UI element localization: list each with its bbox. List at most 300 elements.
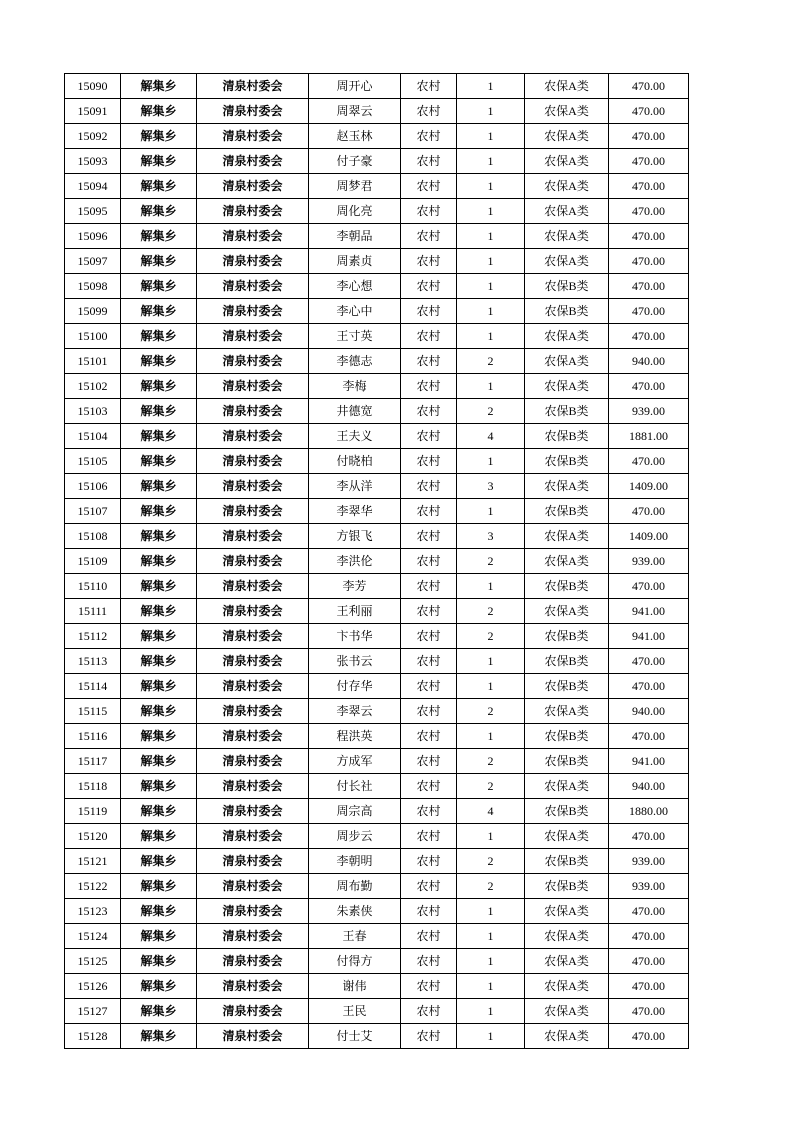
cell-category: 农保A类 [525,599,609,624]
cell-amount: 940.00 [609,774,689,799]
cell-category: 农保A类 [525,474,609,499]
cell-residence: 农村 [401,924,457,949]
cell-township: 解集乡 [121,899,197,924]
cell-id: 15125 [65,949,121,974]
table-row [65,324,689,349]
cell-id: 15099 [65,299,121,324]
cell-residence: 农村 [401,349,457,374]
cell-name: 王寸英 [309,324,401,349]
cell-count: 1 [457,1024,525,1049]
cell-amount: 939.00 [609,874,689,899]
cell-township: 解集乡 [121,974,197,999]
cell-category: 农保A类 [525,149,609,174]
cell-amount: 470.00 [609,649,689,674]
cell-count: 1 [457,674,525,699]
cell-category: 农保A类 [525,324,609,349]
cell-residence: 农村 [401,424,457,449]
cell-id: 15103 [65,399,121,424]
cell-count: 1 [457,74,525,99]
cell-category: 农保B类 [525,849,609,874]
cell-count: 1 [457,924,525,949]
table-row [65,724,689,749]
cell-village: 清泉村委会 [197,199,309,224]
cell-residence: 农村 [401,74,457,99]
cell-category: 农保A类 [525,699,609,724]
cell-village: 清泉村委会 [197,849,309,874]
cell-residence: 农村 [401,149,457,174]
table-row [65,424,689,449]
table-row [65,824,689,849]
cell-count: 2 [457,749,525,774]
cell-amount: 470.00 [609,99,689,124]
cell-name: 李从洋 [309,474,401,499]
cell-township: 解集乡 [121,874,197,899]
cell-village: 清泉村委会 [197,774,309,799]
table-row [65,749,689,774]
cell-amount: 941.00 [609,624,689,649]
cell-amount: 1409.00 [609,474,689,499]
cell-amount: 470.00 [609,74,689,99]
cell-amount: 939.00 [609,549,689,574]
cell-id: 15114 [65,674,121,699]
cell-name: 周开心 [309,74,401,99]
cell-count: 2 [457,874,525,899]
cell-residence: 农村 [401,724,457,749]
cell-id: 15101 [65,349,121,374]
cell-id: 15094 [65,174,121,199]
cell-amount: 470.00 [609,574,689,599]
cell-id: 15092 [65,124,121,149]
cell-amount: 470.00 [609,899,689,924]
cell-category: 农保A类 [525,174,609,199]
cell-count: 1 [457,949,525,974]
cell-id: 15126 [65,974,121,999]
cell-residence: 农村 [401,849,457,874]
cell-village: 清泉村委会 [197,499,309,524]
cell-id: 15123 [65,899,121,924]
cell-residence: 农村 [401,874,457,899]
table-row [65,199,689,224]
benefits-table [64,73,689,1049]
cell-id: 15117 [65,749,121,774]
cell-township: 解集乡 [121,149,197,174]
cell-village: 清泉村委会 [197,949,309,974]
cell-category: 农保A类 [525,974,609,999]
cell-residence: 农村 [401,549,457,574]
cell-residence: 农村 [401,324,457,349]
cell-name: 张书云 [309,649,401,674]
cell-category: 农保A类 [525,349,609,374]
cell-village: 清泉村委会 [197,799,309,824]
cell-village: 清泉村委会 [197,424,309,449]
cell-category: 农保B类 [525,449,609,474]
cell-residence: 农村 [401,899,457,924]
cell-village: 清泉村委会 [197,674,309,699]
cell-village: 清泉村委会 [197,899,309,924]
cell-township: 解集乡 [121,199,197,224]
cell-id: 15127 [65,999,121,1024]
cell-count: 1 [457,824,525,849]
cell-residence: 农村 [401,249,457,274]
cell-name: 付晓柏 [309,449,401,474]
cell-id: 15121 [65,849,121,874]
cell-category: 农保B类 [525,624,609,649]
cell-village: 清泉村委会 [197,449,309,474]
cell-residence: 农村 [401,174,457,199]
cell-name: 周翠云 [309,99,401,124]
table-row [65,299,689,324]
table-row [65,799,689,824]
cell-count: 4 [457,799,525,824]
cell-name: 周素贞 [309,249,401,274]
cell-count: 2 [457,399,525,424]
cell-name: 李翠华 [309,499,401,524]
cell-village: 清泉村委会 [197,124,309,149]
table-row [65,499,689,524]
cell-name: 周宗高 [309,799,401,824]
cell-count: 2 [457,624,525,649]
cell-count: 1 [457,449,525,474]
cell-township: 解集乡 [121,474,197,499]
cell-township: 解集乡 [121,224,197,249]
cell-amount: 470.00 [609,949,689,974]
cell-category: 农保B类 [525,299,609,324]
cell-id: 15093 [65,149,121,174]
cell-id: 15120 [65,824,121,849]
cell-village: 清泉村委会 [197,824,309,849]
cell-village: 清泉村委会 [197,699,309,724]
cell-count: 1 [457,174,525,199]
cell-category: 农保A类 [525,549,609,574]
cell-category: 农保B类 [525,724,609,749]
cell-township: 解集乡 [121,799,197,824]
cell-count: 1 [457,99,525,124]
cell-village: 清泉村委会 [197,599,309,624]
cell-count: 2 [457,849,525,874]
cell-residence: 农村 [401,774,457,799]
cell-category: 农保A类 [525,99,609,124]
table-row [65,274,689,299]
cell-amount: 470.00 [609,674,689,699]
cell-village: 清泉村委会 [197,274,309,299]
cell-id: 15110 [65,574,121,599]
cell-count: 1 [457,724,525,749]
cell-township: 解集乡 [121,99,197,124]
cell-village: 清泉村委会 [197,999,309,1024]
cell-name: 付士艾 [309,1024,401,1049]
cell-township: 解集乡 [121,424,197,449]
cell-amount: 470.00 [609,1024,689,1049]
cell-township: 解集乡 [121,924,197,949]
cell-id: 15096 [65,224,121,249]
cell-residence: 农村 [401,949,457,974]
table-row [65,99,689,124]
cell-name: 付得方 [309,949,401,974]
cell-category: 农保A类 [525,949,609,974]
cell-village: 清泉村委会 [197,624,309,649]
cell-name: 李心想 [309,274,401,299]
cell-village: 清泉村委会 [197,174,309,199]
cell-residence: 农村 [401,599,457,624]
cell-name: 李芳 [309,574,401,599]
cell-category: 农保A类 [525,899,609,924]
cell-amount: 1409.00 [609,524,689,549]
cell-category: 农保B类 [525,399,609,424]
cell-township: 解集乡 [121,749,197,774]
cell-amount: 1880.00 [609,799,689,824]
cell-village: 清泉村委会 [197,374,309,399]
cell-category: 农保B类 [525,674,609,699]
cell-count: 1 [457,999,525,1024]
cell-name: 周步云 [309,824,401,849]
cell-village: 清泉村委会 [197,474,309,499]
table-row [65,849,689,874]
cell-residence: 农村 [401,374,457,399]
cell-residence: 农村 [401,624,457,649]
cell-township: 解集乡 [121,1024,197,1049]
cell-village: 清泉村委会 [197,724,309,749]
cell-id: 15098 [65,274,121,299]
cell-amount: 940.00 [609,699,689,724]
cell-residence: 农村 [401,674,457,699]
cell-category: 农保B类 [525,424,609,449]
cell-township: 解集乡 [121,624,197,649]
table-row [65,474,689,499]
cell-residence: 农村 [401,199,457,224]
cell-count: 1 [457,574,525,599]
cell-category: 农保A类 [525,74,609,99]
cell-category: 农保B类 [525,874,609,899]
cell-id: 15090 [65,74,121,99]
cell-township: 解集乡 [121,674,197,699]
cell-village: 清泉村委会 [197,224,309,249]
cell-category: 农保B类 [525,574,609,599]
cell-category: 农保A类 [525,1024,609,1049]
cell-category: 农保B类 [525,649,609,674]
cell-count: 1 [457,974,525,999]
cell-amount: 941.00 [609,599,689,624]
cell-township: 解集乡 [121,274,197,299]
cell-category: 农保B类 [525,274,609,299]
cell-category: 农保A类 [525,774,609,799]
cell-id: 15102 [65,374,121,399]
cell-name: 方成军 [309,749,401,774]
cell-count: 2 [457,699,525,724]
cell-count: 1 [457,124,525,149]
cell-name: 程洪英 [309,724,401,749]
cell-category: 农保A类 [525,124,609,149]
cell-village: 清泉村委会 [197,974,309,999]
cell-village: 清泉村委会 [197,399,309,424]
cell-village: 清泉村委会 [197,749,309,774]
cell-name: 周布勤 [309,874,401,899]
cell-count: 1 [457,224,525,249]
cell-township: 解集乡 [121,849,197,874]
cell-name: 李心中 [309,299,401,324]
table-row [65,874,689,899]
cell-township: 解集乡 [121,574,197,599]
cell-village: 清泉村委会 [197,924,309,949]
cell-id: 15107 [65,499,121,524]
table-row [65,449,689,474]
cell-residence: 农村 [401,224,457,249]
cell-residence: 农村 [401,999,457,1024]
cell-name: 方银飞 [309,524,401,549]
cell-township: 解集乡 [121,74,197,99]
table-row [65,74,689,99]
cell-village: 清泉村委会 [197,349,309,374]
table-row [65,999,689,1024]
cell-amount: 470.00 [609,999,689,1024]
cell-name: 朱素侠 [309,899,401,924]
cell-township: 解集乡 [121,299,197,324]
cell-name: 付子豪 [309,149,401,174]
cell-township: 解集乡 [121,124,197,149]
cell-name: 李朝明 [309,849,401,874]
cell-village: 清泉村委会 [197,874,309,899]
cell-residence: 农村 [401,649,457,674]
cell-count: 2 [457,349,525,374]
cell-residence: 农村 [401,1024,457,1049]
cell-count: 2 [457,599,525,624]
cell-id: 15113 [65,649,121,674]
cell-category: 农保A类 [525,199,609,224]
cell-count: 3 [457,524,525,549]
cell-amount: 470.00 [609,499,689,524]
cell-id: 15091 [65,99,121,124]
cell-township: 解集乡 [121,949,197,974]
cell-township: 解集乡 [121,349,197,374]
cell-id: 15108 [65,524,121,549]
cell-name: 付长社 [309,774,401,799]
cell-amount: 470.00 [609,274,689,299]
cell-village: 清泉村委会 [197,549,309,574]
cell-township: 解集乡 [121,174,197,199]
cell-village: 清泉村委会 [197,149,309,174]
cell-residence: 农村 [401,274,457,299]
table-row [65,374,689,399]
table-row [65,674,689,699]
cell-residence: 农村 [401,449,457,474]
cell-residence: 农村 [401,824,457,849]
cell-count: 1 [457,499,525,524]
cell-township: 解集乡 [121,499,197,524]
cell-amount: 470.00 [609,449,689,474]
cell-count: 1 [457,149,525,174]
table-row [65,149,689,174]
cell-id: 15112 [65,624,121,649]
cell-count: 1 [457,899,525,924]
cell-category: 农保A类 [525,999,609,1024]
cell-township: 解集乡 [121,524,197,549]
table-row [65,174,689,199]
cell-residence: 农村 [401,799,457,824]
cell-amount: 470.00 [609,324,689,349]
cell-category: 农保B类 [525,749,609,774]
cell-village: 清泉村委会 [197,249,309,274]
cell-name: 李洪伦 [309,549,401,574]
cell-id: 15118 [65,774,121,799]
cell-id: 15119 [65,799,121,824]
cell-amount: 470.00 [609,149,689,174]
cell-amount: 470.00 [609,974,689,999]
cell-village: 清泉村委会 [197,99,309,124]
cell-id: 15122 [65,874,121,899]
cell-village: 清泉村委会 [197,74,309,99]
cell-id: 15115 [65,699,121,724]
cell-count: 1 [457,649,525,674]
cell-village: 清泉村委会 [197,649,309,674]
cell-township: 解集乡 [121,374,197,399]
cell-count: 1 [457,324,525,349]
table-row [65,549,689,574]
cell-amount: 470.00 [609,924,689,949]
cell-amount: 941.00 [609,749,689,774]
cell-id: 15100 [65,324,121,349]
cell-amount: 470.00 [609,224,689,249]
cell-id: 15124 [65,924,121,949]
cell-residence: 农村 [401,974,457,999]
cell-name: 井德宽 [309,399,401,424]
table-row [65,524,689,549]
cell-count: 4 [457,424,525,449]
cell-residence: 农村 [401,574,457,599]
cell-name: 卞书华 [309,624,401,649]
cell-township: 解集乡 [121,774,197,799]
table-row [65,699,689,724]
cell-id: 15097 [65,249,121,274]
cell-category: 农保A类 [525,374,609,399]
cell-count: 2 [457,549,525,574]
table-row [65,649,689,674]
cell-amount: 939.00 [609,849,689,874]
cell-amount: 470.00 [609,124,689,149]
table-row [65,124,689,149]
cell-name: 周梦君 [309,174,401,199]
cell-residence: 农村 [401,299,457,324]
cell-township: 解集乡 [121,724,197,749]
cell-amount: 1881.00 [609,424,689,449]
cell-township: 解集乡 [121,549,197,574]
cell-id: 15116 [65,724,121,749]
cell-count: 1 [457,374,525,399]
cell-name: 李德志 [309,349,401,374]
cell-village: 清泉村委会 [197,524,309,549]
cell-township: 解集乡 [121,999,197,1024]
cell-amount: 940.00 [609,349,689,374]
cell-township: 解集乡 [121,449,197,474]
cell-count: 1 [457,199,525,224]
cell-township: 解集乡 [121,599,197,624]
table-body [65,74,689,1049]
cell-id: 15109 [65,549,121,574]
cell-name: 王春 [309,924,401,949]
cell-name: 王利丽 [309,599,401,624]
cell-residence: 农村 [401,474,457,499]
cell-township: 解集乡 [121,824,197,849]
cell-count: 1 [457,274,525,299]
table-row [65,574,689,599]
cell-id: 15105 [65,449,121,474]
cell-name: 周化亮 [309,199,401,224]
cell-category: 农保A类 [525,249,609,274]
cell-category: 农保B类 [525,799,609,824]
cell-category: 农保A类 [525,924,609,949]
cell-id: 15095 [65,199,121,224]
table-row [65,1024,689,1049]
cell-residence: 农村 [401,124,457,149]
cell-residence: 农村 [401,499,457,524]
